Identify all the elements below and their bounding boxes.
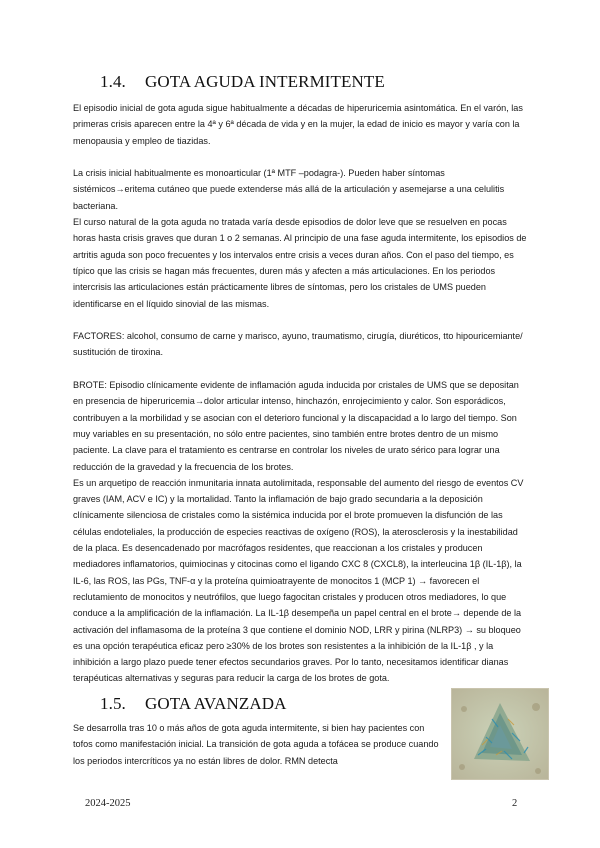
section-heading-1-4 <box>100 72 385 92</box>
section-heading-1-5 <box>100 694 286 714</box>
paragraph-advanced-gout: Se desarrolla tras 10 o más años de gota aguda intermitente, si bien hay pacientes con tofos como manifestación inicial. La transición de gota aguda a tofácea se produce cuando los periodos intercríticos ya no están libres de dolor. RMN detecta <box>73 723 439 766</box>
paragraph-immune: Es un arquetipo de reacción inmunitaria innata autolimitada, responsable del aumento del riesgo de eventos CV graves (IAM, ACV e IC) y la mortalidad. Tanto la inflamación de bajo grado secundaria a la deposición clínicamente silenciosa de cristales como la sistémica inducida por el brote promueven la disfunción de las células endoteliales, la producción de especies reactivas de oxígeno (ROS), la aterosclerosis y la inestabilidad de la placa. Es desencadenado por macrófagos residentes, que reaccionan a los cristales y producen mediadores inflamatorios, quimiocinas y citocinas como el ligando CXC 8 (CXCL8), la interleucina 1β (IL-1β), la IL-6, las ROS, las PGs, TNF-α y la proteína quimioatrayente de monocitos 1 (MCP 1) → favorecen el reclutamiento de monocitos y neutrófilos, que luego fagocitan cristales y producen otros mediadores, lo que conduce a la amplificación de la inflamación. La IL-1β desempeña un papel central en el brote→ depende de la activación del inflamasoma de la proteína 3 que contiene el dominio NOD, LRR y pirina (NLRP3) → su bloqueo es una opción terapéutica eficaz pero ≥30% de los brotes son resistentes a la inhibición de la IL-1β , y la inhibición a largo plazo puede tener efectos secundarios graves. Por lo tanto, necesitamos identificar dianas terapéuticas alternativas y seguras para reducir la carga de los brotes de gota. <box>73 477 524 684</box>
section-title: GOTA AVANZADA <box>145 694 287 713</box>
paragraph-brote: BROTE: Episodio clínicamente evidente de inflamación aguda inducida por cristales de UMS que se depositan en presencia de hiperuricemia→dolor articular intenso, hinchazón, enrojecimiento y calor. Son esporádicos, contribuyen a la morbilidad y se asocian con el deterioro funcional y la discapacidad a lo largo del tiempo. Son muy variables en su presentación, no sólo entre pacientes, sino también entre brotes dentro de un mismo paciente. La clave para el tratamiento es centrarse en controlar los niveles de urato sérico para lograr una reducción de la gravedad y la frecuencia de los brotes. <box>73 380 519 472</box>
section-body-1-5 <box>73 720 445 769</box>
paragraph-factors: FACTORES: alcohol, consumo de carne y marisco, ayuno, traumatismo, cirugía, diuréticos, tto hipouricemiante/ sustitución de tiroxina. <box>73 331 523 358</box>
section-title: GOTA AGUDA INTERMITENTE <box>145 72 385 91</box>
section-body-1-4 <box>73 100 528 687</box>
section-number: 1.5. <box>100 694 126 713</box>
paragraph-intro: El episodio inicial de gota aguda sigue habitualmente a décadas de hiperuricemia asintomática. En el varón, las primeras crisis aparecen entre la 4ª y 6ª década de vida y en la mujer, la edad de inicio es mayor y varía con la menopausia y empleo de tiazidas. <box>73 103 523 146</box>
crystal-micrograph-image <box>451 688 549 780</box>
paragraph-initial-crisis: La crisis inicial habitualmente es monoarticular (1ª MTF –podagra-). Pueden haber síntomas sistémicos→eritema cutáneo que puede extenderse más allá de la articulación y asemejarse a una celulitis bacteriana. <box>73 168 505 211</box>
footer-year: 2024-2025 <box>85 798 131 809</box>
page-number: 2 <box>512 798 518 809</box>
section-number: 1.4. <box>100 72 126 91</box>
micrograph-graphic <box>452 689 548 779</box>
paragraph-natural-course: El curso natural de la gota aguda no tratada varía desde episodios de dolor leve que se resuelven en pocas horas hasta crisis graves que duran 1 o 2 semanas. Al principio de una fase aguda intermitente, los episodios de artritis aguda son poco frecuentes y los intervalos entre crisis a veces duran años. Con el paso del tiempo, es típico que las crisis se hagan más frecuentes, duren más y afecten a más articulaciones. En los periodos intercrisis las articulaciones están prácticamente libres de síntomas, pero los cristales de UMS pueden identificarse en el líquido sinovial de las mismas. <box>73 217 527 309</box>
